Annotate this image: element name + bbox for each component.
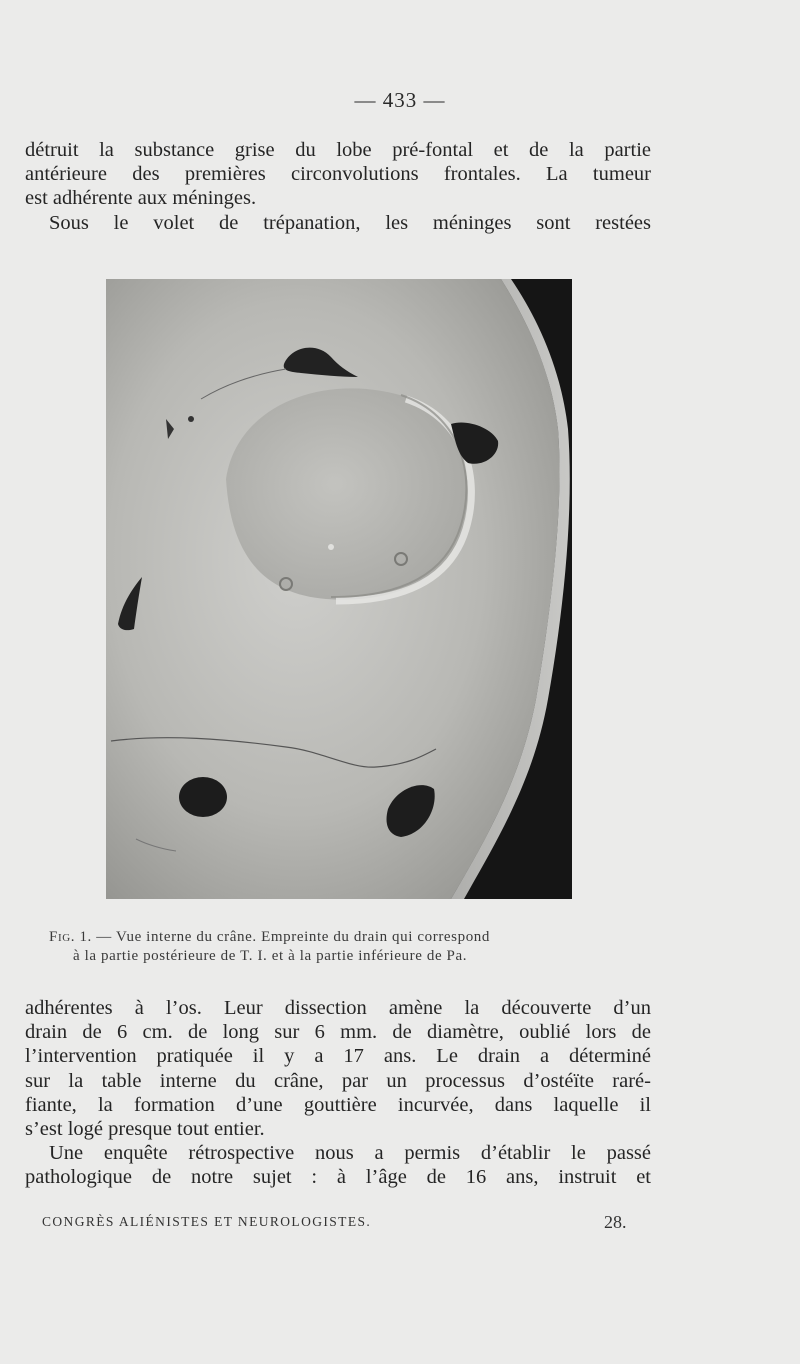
running-footer: CONGRÈS ALIÉNISTES ET NEUROLOGISTES. (42, 1214, 372, 1229)
caption-line-1: — Vue interne du crâne. Empreinte du drain qui correspond (96, 929, 491, 945)
text-line: drain de 6 cm. de long sur 6 mm. de diamètre, oublié lors de (25, 1021, 651, 1044)
text-line: adhérentes à l’os. Leur dissection amène la découverte d’un (25, 997, 651, 1019)
text-line: s’est logé presque tout entier. (25, 1118, 265, 1141)
signature-mark: 28. (604, 1212, 627, 1232)
figure-caption (49, 928, 749, 966)
text-line: Sous le volet de trépanation, les méninges sont restées (49, 211, 651, 234)
caption-line-2: à la partie postérieure de T. I. et à la partie inférieure de Pa. (73, 948, 468, 964)
text-line: antérieure des premières circonvolutions frontales. La tumeur (25, 163, 651, 186)
paragraph-top (25, 138, 651, 235)
text-line: pathologique de notre sujet : à l’âge de 16 ans, instruit et (25, 1166, 651, 1189)
text-line: fiante, la formation d’une gouttière incurvée, dans laquelle il (25, 1093, 651, 1116)
text-line: Une enquête rétrospective nous a permis d’établir le passé (49, 1142, 651, 1165)
paragraph-bottom (25, 996, 651, 1190)
skull-photograph-image (106, 279, 572, 899)
figure-label: Fig. 1. (49, 929, 92, 945)
skull-photograph (106, 279, 572, 899)
page-number: — 433 — (354, 88, 446, 112)
text-line: l’intervention pratiquée il y a 17 ans. Le drain a déterminé (25, 1045, 651, 1068)
text-line: détruit la substance grise du lobe pré-fontal et de la partie (25, 139, 651, 161)
text-line: sur la table interne du crâne, par un processus d’ostéïte raré- (25, 1069, 651, 1092)
text-line: est adhérente aux méninges. (25, 187, 257, 210)
